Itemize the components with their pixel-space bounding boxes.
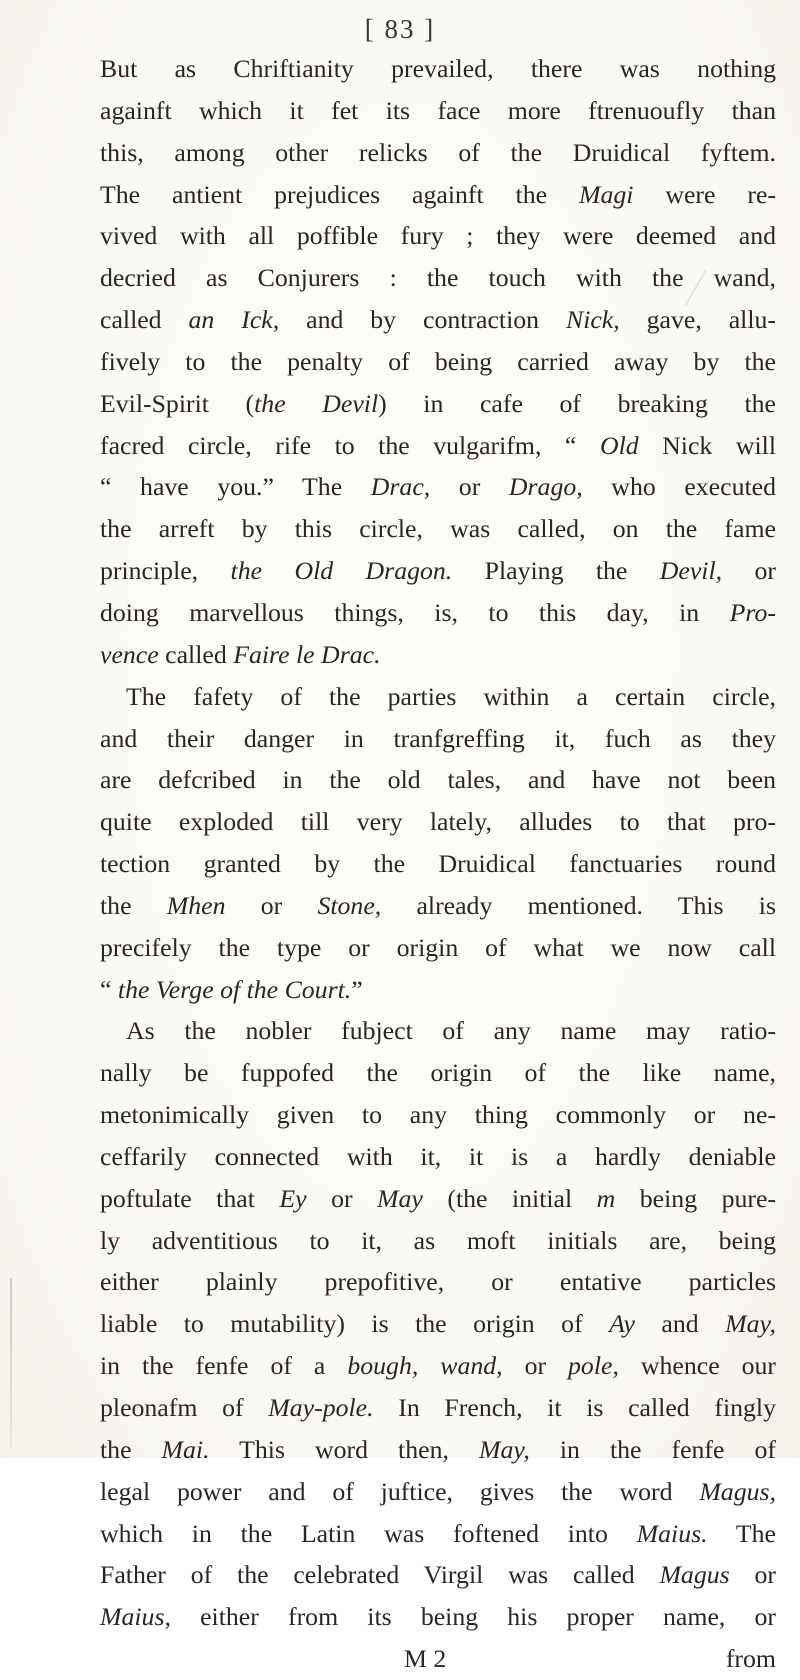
text-line (100, 257, 776, 299)
italic-text: pole, (568, 1351, 619, 1381)
text-run: This word then, (209, 1434, 479, 1464)
italic-text: Magus, (699, 1476, 776, 1506)
text-line (100, 132, 776, 174)
italic-text: Faire le Drac. (233, 639, 381, 669)
text-line (100, 1303, 776, 1345)
text-line (100, 1261, 776, 1303)
text-line (100, 927, 776, 969)
italic-text: Drago, (508, 472, 583, 502)
text-run: Nick will (638, 430, 776, 460)
text-run: or (430, 472, 509, 502)
text-run: who executed (582, 472, 776, 502)
text-line (100, 1429, 776, 1471)
text-line (100, 1471, 776, 1513)
text-run: or (729, 1560, 776, 1590)
text-run: and their danger in tranfgreffing it, fuch as they (100, 723, 776, 753)
italic-text: Devil, (659, 556, 723, 586)
italic-text: Ay (609, 1309, 635, 1339)
text-run: But as Chriftianity prevailed, there was nothing (100, 54, 776, 83)
text-line (100, 215, 776, 257)
italic-text: Nick, (565, 305, 620, 335)
catchword: from (725, 1644, 776, 1674)
italic-text: bough, wand, (347, 1351, 503, 1381)
text-line (100, 299, 776, 341)
text-run: the (100, 890, 167, 920)
text-line (100, 383, 776, 425)
text-line (100, 592, 776, 634)
italic-text: Old (599, 430, 639, 460)
body-text (100, 48, 776, 1680)
italic-text: the Devil (254, 388, 379, 418)
text-run: being pure- (615, 1183, 777, 1213)
text-run: Evil-Spirit ( (100, 388, 255, 418)
italic-text: vence (100, 639, 159, 669)
text-run: “ (100, 974, 118, 1004)
text-run: decried as Conjurers : the touch with the wand, (100, 263, 776, 293)
text-run: The (707, 1518, 777, 1548)
margin-mark (10, 1278, 12, 1448)
text-run: or (722, 556, 776, 586)
text-line (100, 550, 776, 592)
text-run: The fafety of the parties within a certain circle, (126, 681, 776, 711)
italic-text: Stone, (317, 890, 382, 920)
page-footer (100, 1638, 776, 1680)
text-line (100, 425, 776, 467)
text-run: quite exploded till very lately, alludes to that pro- (100, 807, 776, 837)
text-line (100, 174, 776, 216)
text-run: ” (351, 974, 363, 1004)
text-line (100, 1513, 776, 1555)
text-line (100, 1554, 776, 1596)
text-run: vived with all poffible fury ; they were deemed and (100, 221, 776, 251)
text-run: were re- (633, 179, 776, 209)
page-number: [ 83 ] (364, 14, 436, 44)
italic-text: May, (478, 1434, 530, 1464)
text-run: precifely the type or origin of what we now call (100, 932, 776, 962)
text-run: facred circle, rife to the vulgarifm, “ (100, 430, 600, 460)
text-line (100, 1052, 776, 1094)
text-run: Father of the celebrated Virgil was called (100, 1560, 660, 1590)
italic-text: Maius. (636, 1518, 708, 1548)
text-run: and by contraction (279, 305, 566, 335)
italic-text: May, (725, 1309, 776, 1339)
text-run: liable to mutability) is the origin of (100, 1309, 610, 1339)
italic-text: Ey (279, 1183, 307, 1213)
text-run: whence our (618, 1351, 777, 1381)
italic-text: Mai. (161, 1434, 210, 1464)
text-run: or (225, 890, 318, 920)
italic-text: Maius, (100, 1602, 171, 1632)
text-run: this, among other relicks of the Druidical fyftem. (100, 137, 776, 167)
text-line (100, 1178, 776, 1220)
text-run: in the fenfe of (529, 1434, 776, 1464)
text-line (100, 1220, 776, 1262)
text-line (100, 1094, 776, 1136)
text-line (100, 90, 776, 132)
text-run: the (100, 1434, 162, 1464)
text-run: called (100, 305, 189, 335)
text-line (100, 759, 776, 801)
text-run: or (502, 1351, 569, 1381)
text-run: and (634, 1309, 726, 1339)
text-run: ly adventitious to it, as moft initials are, being (100, 1225, 776, 1255)
text-run: tection granted by the Druidical fanctuaries round (100, 849, 776, 879)
text-run: the arreft by this circle, was called, on the fame (100, 514, 776, 544)
text-line (100, 1596, 776, 1638)
italic-text: the Old Dragon. (230, 556, 453, 586)
text-run: either plainly prepofitive, or entative particles (100, 1267, 776, 1297)
text-run: The antient prejudices againft the (100, 179, 579, 209)
italic-text: an Ick, (188, 305, 280, 335)
text-line (100, 341, 776, 383)
text-run: metonimically given to any thing commonly or ne- (100, 1100, 776, 1130)
text-line (100, 969, 776, 1011)
signature-mark: M 2 (404, 1644, 447, 1674)
text-run: already mentioned. This is (381, 890, 776, 920)
italic-text: Magi (578, 179, 634, 209)
italic-text: Pro- (729, 597, 776, 627)
text-run: ) in cafe of breaking the (378, 388, 776, 418)
text-line (100, 1345, 776, 1387)
text-run: or (306, 1183, 378, 1213)
italic-text: May-pole. (268, 1393, 374, 1422)
text-run: pleonafm of (100, 1393, 269, 1422)
text-run: doing marvellous things, is, to this day, in (100, 597, 730, 627)
text-run: nally be fuppofed the origin of the like name, (100, 1058, 776, 1088)
text-line (100, 466, 776, 508)
text-run: gave, allu- (619, 305, 776, 335)
text-line (100, 843, 776, 885)
italic-text: the Verge of the Court. (117, 974, 352, 1004)
text-run: (the initial (422, 1183, 597, 1213)
text-line (100, 634, 776, 676)
text-run: principle, (100, 556, 231, 586)
text-line (100, 1387, 776, 1429)
text-line (100, 1010, 776, 1052)
text-line (100, 801, 776, 843)
text-run: fively to the penalty of being carried away by the (100, 346, 776, 376)
text-line (100, 718, 776, 760)
text-line (100, 1136, 776, 1178)
text-run: Playing the (452, 556, 660, 586)
text-run: called (158, 639, 234, 669)
text-run: As the nobler fubject of any name may ratio- (126, 1016, 776, 1046)
text-run: which in the Latin was foftened into (100, 1518, 637, 1548)
italic-text: Drac, (370, 472, 431, 502)
text-run: legal power and of juftice, gives the word (100, 1476, 700, 1506)
text-run: are defcribed in the old tales, and have not been (100, 765, 776, 795)
text-run: againft which it fet its face more ftrenuoufly than (100, 95, 776, 125)
text-line (100, 48, 776, 90)
text-run: ceffarily connected with it, it is a hardly deniable (100, 1141, 776, 1171)
text-run: poftulate that (100, 1183, 280, 1213)
italic-text: m (596, 1183, 616, 1213)
italic-text: Mhen (166, 890, 226, 920)
text-line (100, 676, 776, 718)
text-run: either from its being his proper name, or (170, 1602, 776, 1632)
text-run: in the fenfe of a (100, 1351, 348, 1381)
text-run: “ have you.” The (100, 472, 371, 502)
text-line (100, 508, 776, 550)
italic-text: May (377, 1183, 423, 1213)
text-line (100, 885, 776, 927)
italic-text: Magus (659, 1560, 730, 1590)
text-run: In French, it is called fingly (373, 1393, 776, 1422)
